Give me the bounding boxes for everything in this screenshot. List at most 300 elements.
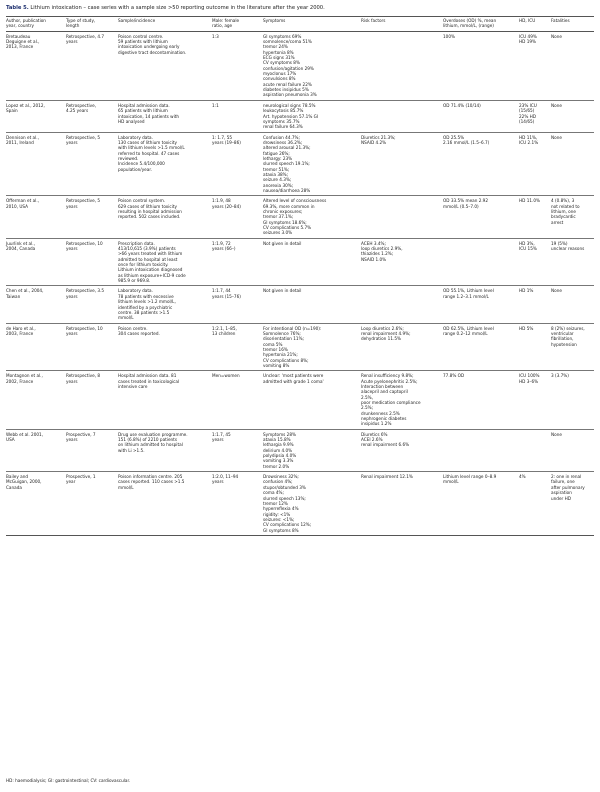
cell-line: years (66–) xyxy=(212,246,236,252)
column-header-line: Male: female xyxy=(212,18,240,23)
cell-fatal xyxy=(551,371,594,429)
cell-line: CV complications 8%; xyxy=(263,357,309,363)
cell-line: tremor 2.0% xyxy=(263,463,290,469)
cell-line: aspiration xyxy=(551,490,572,496)
cell-line: nephrogenic diabetes xyxy=(361,416,407,422)
cell-line: 4% xyxy=(519,474,526,480)
cell-line: Diuretics 6% xyxy=(361,431,388,437)
column-header-line: Symptoms xyxy=(263,18,286,23)
cell-line: tremor 37.1%; xyxy=(263,214,294,220)
cell-line: loop diuretics 2.9%, xyxy=(361,246,403,252)
cell-hd xyxy=(519,100,551,132)
cell-overdose xyxy=(443,429,519,471)
cell-line: 1:1.7, 44 xyxy=(212,288,231,294)
cell-line: drunkenness 2.5% xyxy=(361,410,400,416)
cell-overdose xyxy=(443,472,519,536)
cell-line: Webb et al. 2001, xyxy=(6,431,44,437)
cell-line: Prospective, 7 xyxy=(66,431,96,437)
cell-risk xyxy=(361,196,443,238)
cell-ratio xyxy=(212,323,263,371)
cell-line: convulsions 8% xyxy=(263,76,296,82)
cell-sample xyxy=(118,371,212,429)
cell-line: 4.25 years xyxy=(66,108,89,114)
cell-symptoms xyxy=(263,196,361,238)
table-footnote: HD: haemodialysis; GI: gastrointestinal; CV: cardiovascular. xyxy=(6,778,131,783)
cell-line: thiazides 1.2%; xyxy=(361,251,394,257)
cell-line: Bailey and xyxy=(6,474,29,480)
cell-line: 1:2.1, 1–85, xyxy=(212,325,237,331)
cell-line: ICU 15% xyxy=(519,246,537,252)
column-header-line: year, country xyxy=(6,23,35,29)
cell-symptoms xyxy=(263,323,361,371)
cell-line: Incidence 5.4/100,000 xyxy=(118,161,165,167)
cell-overdose xyxy=(443,371,519,429)
cell-line: years xyxy=(66,293,78,299)
cell-line: under HD xyxy=(551,495,571,501)
cell-line: disorientation 11%; xyxy=(263,336,304,342)
cell-line: 151 (6.8%) of 2210 patients xyxy=(118,437,177,443)
cell-type xyxy=(66,323,118,371)
cell-line: poor medication compliance xyxy=(361,400,421,405)
cell-line: Not given in detail xyxy=(263,240,302,246)
cell-line: cases reported. 110 cases >1.5 xyxy=(118,479,185,485)
column-header xyxy=(66,17,118,32)
cell-line: 100% xyxy=(443,33,455,39)
cell-line: mmol/L xyxy=(118,315,134,321)
table-row xyxy=(6,371,594,429)
cell-line: seizures: <1%; xyxy=(263,516,295,522)
cell-line: 629 cases of lithium toxicity xyxy=(118,203,177,209)
column-header-line: Sample/incidence xyxy=(118,18,156,23)
cell-line: Laboratory data. xyxy=(118,134,153,140)
cell-line: 1:1.7, 45 xyxy=(212,431,231,437)
cell-risk xyxy=(361,472,443,536)
cell-line: USA xyxy=(6,437,15,443)
cell-line: years xyxy=(66,378,78,384)
cell-line: mmol/L xyxy=(443,479,459,485)
cell-line: Bretaudeau xyxy=(6,33,31,39)
column-header-line: Fatalities xyxy=(551,18,570,23)
cell-line: 2.5%; xyxy=(361,405,374,411)
cell-hd xyxy=(519,286,551,323)
table-row xyxy=(6,286,594,323)
cell-ratio xyxy=(212,429,263,471)
cell-line: hypertonia 21%; xyxy=(263,352,298,358)
cell-hd xyxy=(519,238,551,286)
cell-line: years xyxy=(212,437,224,443)
cell-line: ECG signs 31% xyxy=(263,55,295,61)
cell-line: Lithium intoxication diagnosed xyxy=(118,267,183,273)
cell-line: None xyxy=(551,288,562,294)
cell-ratio xyxy=(212,371,263,429)
cell-line: lithium levels >1.2 mmol/L, xyxy=(118,299,176,305)
cell-hd xyxy=(519,31,551,100)
cell-line: HD 19% xyxy=(519,39,537,45)
cell-fatal xyxy=(551,238,594,286)
cell-symptoms xyxy=(263,238,361,286)
cell-risk xyxy=(361,323,443,371)
cell-line: Acute pyelonephritis 2.5%; xyxy=(361,378,418,384)
cell-line: aspiration pneumonia 3% xyxy=(263,92,317,98)
cell-line: Prescription data. xyxy=(118,240,155,246)
cell-sample xyxy=(118,323,212,371)
cell-line: tremor 12% xyxy=(263,500,288,506)
cell-line: tremor 51%; xyxy=(263,166,290,172)
cell-line: altered arousal 21.3%; xyxy=(263,145,311,151)
table-row xyxy=(6,472,594,536)
cell-line: For intentional OD (n=190): xyxy=(263,325,322,331)
cell-line: centre. 38 patients >1.5 xyxy=(118,309,170,315)
cell-line: diabetes insipidus 5% xyxy=(263,87,309,93)
cell-line: stupor/obtunded 3% xyxy=(263,484,306,490)
cell-line: Chen et al., 2004, xyxy=(6,288,44,294)
cell-line: 413/10,615 (3.9%) patients xyxy=(118,246,176,252)
cell-line: acute renal failure 22% xyxy=(263,81,312,87)
cell-line: 4 (0.8%), 3 xyxy=(551,198,575,204)
cell-line: leukocytosis 85.7% xyxy=(263,108,304,114)
cell-line: 13 children xyxy=(212,330,236,336)
cell-line: None xyxy=(551,431,562,437)
cell-line: CV complications 12%; xyxy=(263,522,312,528)
cell-line: HD 11.0% xyxy=(519,198,541,204)
cell-line: 1:1.9, 48 xyxy=(212,198,231,204)
table-row xyxy=(6,132,594,196)
cell-overdose xyxy=(443,238,519,286)
cell-line: GI symptoms 8% xyxy=(263,527,299,533)
cell-type xyxy=(66,472,118,536)
cell-line: confusion/agitation 29% xyxy=(263,65,314,71)
cell-overdose xyxy=(443,132,519,196)
cell-line: bradycardic xyxy=(551,214,576,220)
cell-hd xyxy=(519,371,551,429)
cell-line: years xyxy=(66,39,78,45)
cell-hd xyxy=(519,472,551,536)
cell-type xyxy=(66,286,118,323)
cell-line: polydipsia 4.0% xyxy=(263,453,297,459)
column-header xyxy=(6,17,66,32)
cell-line: myoclonus 17% xyxy=(263,71,297,77)
cell-line: Retrospective, xyxy=(66,102,97,108)
cell-line: (14/65) xyxy=(519,118,535,124)
cell-line: digestive tract decontamination. xyxy=(118,49,187,55)
cell-line: de Haro et al., xyxy=(6,325,36,331)
cell-line: 78 patients with excessive xyxy=(118,293,174,299)
column-header xyxy=(212,17,263,32)
cell-line: renal failure 64.3% xyxy=(263,124,303,130)
cell-overdose xyxy=(443,286,519,323)
cell-line: slurred speech 13%; xyxy=(263,495,306,501)
lithium-intoxication-table xyxy=(6,16,594,536)
cell-line: Retrospective, 8 xyxy=(66,373,101,379)
table-body xyxy=(6,31,594,535)
cell-line: years xyxy=(66,330,78,336)
cell-line: Interaction between xyxy=(361,383,404,389)
cell-line: 2011, Ireland xyxy=(6,139,34,145)
column-header-line: length xyxy=(66,23,80,29)
cell-line: renal impairment 4.9%; xyxy=(361,330,411,336)
cell-line: Men=women xyxy=(212,373,240,379)
cell-line: 985.9 or 969.8. xyxy=(118,278,151,284)
cell-type xyxy=(66,196,118,238)
cell-line: NSAID 4.2% xyxy=(361,139,387,145)
cell-author xyxy=(6,31,66,100)
cell-line: 19 (5%) xyxy=(551,240,568,246)
cell-line: intensive care xyxy=(118,383,148,389)
cell-line: referred to hospital. 47 cases xyxy=(118,150,180,156)
cell-line: years xyxy=(212,479,224,485)
cell-line: ACEI 2.6% xyxy=(361,437,383,443)
cell-line: 1: 1.7, 55 xyxy=(212,134,233,140)
cell-line: confusion 4%; xyxy=(263,479,293,485)
cell-hd xyxy=(519,323,551,371)
table-row xyxy=(6,429,594,471)
cell-line: 2: one in renal xyxy=(551,474,582,480)
cell-line: range 1.2–3.1 mmol/L xyxy=(443,293,489,299)
cell-line: arrest xyxy=(551,219,564,225)
cell-line: ventricular xyxy=(551,330,574,336)
cell-risk xyxy=(361,238,443,286)
cell-line: GI symptoms 18.6%; xyxy=(263,219,307,225)
cell-line: tremor 24% xyxy=(263,44,288,50)
cell-line: HD 5% xyxy=(519,325,534,331)
cell-line: Dennison et al., xyxy=(6,134,39,140)
cell-line: vomiting 3.3% xyxy=(263,458,294,464)
cell-line: Renal insufficiency 9.8%; xyxy=(361,373,414,379)
cell-line: (15/65) xyxy=(519,108,535,114)
cell-line: years (19–86) xyxy=(212,139,241,145)
cell-overdose xyxy=(443,31,519,100)
cell-line: 59 patients with lithium xyxy=(118,39,168,45)
cell-line: HD 11%, xyxy=(519,134,538,140)
table-row xyxy=(6,196,594,238)
cell-hd xyxy=(519,132,551,196)
cell-line: OD 55.1%, Lithium level xyxy=(443,288,494,294)
column-header-line: ratio, age xyxy=(212,23,233,29)
cell-line: McGuigan, 2000, xyxy=(6,479,42,485)
cell-symptoms xyxy=(263,286,361,323)
cell-line: 69.3%, more common in xyxy=(263,203,315,209)
cell-line: resulting in hospital admission xyxy=(118,209,182,214)
cell-sample xyxy=(118,286,212,323)
cell-line: HD 3–6% xyxy=(519,378,539,384)
cell-line: intoxication, 14 patients with xyxy=(118,113,180,119)
cell-symptoms xyxy=(263,132,361,196)
cell-line: None xyxy=(551,102,562,108)
cell-line: Retrospective, 10 xyxy=(66,325,103,331)
cell-line: Offerman et al., xyxy=(6,198,39,204)
cell-line: Poison centre. xyxy=(118,325,148,331)
cell-line: years xyxy=(66,246,78,252)
cell-fatal xyxy=(551,100,594,132)
cell-line: 2002, France xyxy=(6,378,34,384)
cell-line: Renal impairment 12.1% xyxy=(361,474,413,480)
cell-symptoms xyxy=(263,100,361,132)
cell-line: 2010, USA xyxy=(6,203,28,209)
cell-line: Poison control system. xyxy=(118,198,166,204)
cell-line: OD 62.5%, Lithium level xyxy=(443,325,494,331)
cell-line: Canada xyxy=(6,484,22,490)
column-header-line: Overdoses (OD) %, mean xyxy=(443,18,497,23)
column-header xyxy=(361,17,443,32)
cell-line: None xyxy=(551,134,562,140)
cell-line: 1:3 xyxy=(212,33,219,39)
cell-line: 2.16 mmol/L (1.5–6.7) xyxy=(443,139,490,145)
cell-author xyxy=(6,472,66,536)
cell-line: population/year. xyxy=(118,166,152,172)
cell-line: 22% HD xyxy=(519,113,537,119)
cell-fatal xyxy=(551,31,594,100)
cell-ratio xyxy=(212,196,263,238)
cell-line: Not given in detail xyxy=(263,288,302,294)
cell-line: hyperreflexia 4% xyxy=(263,506,299,512)
cell-line: years xyxy=(66,203,78,209)
cell-line: mmol/L (0.5–7.0) xyxy=(443,203,479,209)
table-row xyxy=(6,100,594,132)
cell-line: Lopez et al., 2012, xyxy=(6,102,45,108)
cell-line: Drowsiness 32%; xyxy=(263,474,299,480)
cell-line: vomiting 8% xyxy=(263,362,290,368)
cell-line: Somnolence 76%; xyxy=(263,330,301,336)
cell-sample xyxy=(118,132,212,196)
cell-line: Poison control centre. xyxy=(118,33,164,39)
cell-line: Retrospective, 3.5 xyxy=(66,288,105,294)
cell-line: hypotension xyxy=(551,341,577,347)
column-header xyxy=(118,17,212,32)
table-caption xyxy=(6,5,325,12)
cell-line: ICU 2.1% xyxy=(519,139,539,145)
cell-fatal xyxy=(551,286,594,323)
cell-line: 77.8% OD xyxy=(443,373,465,379)
cell-line: lethargy: 23% xyxy=(263,155,293,161)
cell-sample xyxy=(118,238,212,286)
cell-line: Drug use evaluation programme. xyxy=(118,431,188,437)
cell-type xyxy=(66,371,118,429)
cell-line: Diuretics 21.3%; xyxy=(361,134,396,140)
cell-line: NSAID 1.0% xyxy=(361,256,387,262)
table-row xyxy=(6,323,594,371)
cell-fatal xyxy=(551,132,594,196)
cell-line: 2013, France xyxy=(6,44,34,50)
cell-line: HD 3%, xyxy=(519,240,535,246)
cell-line: ACEH 3.4%; xyxy=(361,240,386,246)
column-header xyxy=(263,17,361,32)
cell-line: anorexia 30%; xyxy=(263,182,294,188)
cell-line: reviewed. xyxy=(118,155,139,161)
cell-line: after pulmonary xyxy=(551,484,585,490)
cell-line: years xyxy=(66,437,78,443)
cell-author xyxy=(6,132,66,196)
cell-line: OD 33.5% mean 2.92 xyxy=(443,198,489,204)
cell-author xyxy=(6,196,66,238)
cell-risk xyxy=(361,100,443,132)
cell-type xyxy=(66,132,118,196)
cell-line: Retrospective, 5 xyxy=(66,198,101,204)
cell-risk xyxy=(361,429,443,471)
cell-line: neurological signs 78.5% xyxy=(263,102,316,108)
cell-line: as lithium exposure+ICD-9 code xyxy=(118,272,186,278)
table-caption-text: Lithium intoxication – case series with a sample size >50 reporting outcome in the literature after the year 2000. xyxy=(30,5,325,11)
column-header xyxy=(519,17,551,32)
cell-line: OD 25.5% xyxy=(443,134,465,140)
cell-ratio xyxy=(212,472,263,536)
cell-line: 1:1.9, 72 xyxy=(212,240,231,246)
cell-line: on lithium admitted to hospital xyxy=(118,442,183,448)
cell-line: insipidus 1.2% xyxy=(361,421,392,427)
cell-line: Symptoms 28% xyxy=(263,431,296,437)
cell-line: not related to xyxy=(551,203,580,209)
cell-risk xyxy=(361,286,443,323)
cell-symptoms xyxy=(263,31,361,100)
cell-author xyxy=(6,323,66,371)
cell-line: Hospital admission data. 81 xyxy=(118,373,177,379)
cell-line: None xyxy=(551,33,562,39)
cell-hd xyxy=(519,196,551,238)
cell-line: Prospective, 1 xyxy=(66,474,96,480)
cell-line: dehydration 11.5% xyxy=(361,336,401,342)
cell-author xyxy=(6,286,66,323)
cell-line: rigidity: <1% xyxy=(263,511,291,517)
cell-line: with Li >1.5. xyxy=(118,447,145,453)
cell-line: 2.5%, xyxy=(361,394,373,400)
cell-line: slurred speech 19.1%; xyxy=(263,161,310,167)
table-header-row xyxy=(6,17,594,32)
column-header-line: HD, ICU xyxy=(519,18,536,23)
column-header-line: Risk factors xyxy=(361,18,386,23)
cell-fatal xyxy=(551,323,594,371)
cell-sample xyxy=(118,196,212,238)
cell-line: Art. hypotension 57.1% GI xyxy=(263,113,319,119)
cell-line: ataxia 38%; xyxy=(263,171,289,177)
cell-line: once for lithium toxicity. xyxy=(118,262,169,268)
cell-symptoms xyxy=(263,371,361,429)
cell-line: 2004, Canada xyxy=(6,246,36,252)
cell-type xyxy=(66,429,118,471)
cell-line: coma 5% xyxy=(263,341,283,347)
cell-line: 1:1 xyxy=(212,102,219,108)
cell-line: seizures 3.0% xyxy=(263,230,293,236)
cell-line: 304 cases reported. xyxy=(118,330,160,336)
cell-line: years xyxy=(66,139,78,145)
table-row xyxy=(6,31,594,100)
cell-line: Retrospective, 4.7 xyxy=(66,33,105,39)
cell-line: Confusion 44.7%; xyxy=(263,134,300,140)
cell-line: reported. 502 cases included. xyxy=(118,214,181,220)
cell-line: lethargia 9.9% xyxy=(263,442,294,448)
cell-line: Lithium level range 0–8.9 xyxy=(443,474,497,480)
cell-line: 2003, France xyxy=(6,330,34,336)
cell-line: fatigue 26%; xyxy=(263,150,290,156)
cell-line: >66 years treated with lithium xyxy=(118,251,183,257)
cell-line: delirium 4.0% xyxy=(263,447,293,453)
cell-overdose xyxy=(443,196,519,238)
cell-line: unclear reasons xyxy=(551,246,585,252)
cell-line: failure, one xyxy=(551,479,575,485)
cell-fatal xyxy=(551,472,594,536)
cell-line: with lithium levels >1.5 mmol/L xyxy=(118,145,185,151)
cell-line: identified by a psychiatric xyxy=(118,304,173,310)
cell-line: fibrillation, xyxy=(551,336,574,342)
column-header-line: Type of study, xyxy=(66,18,96,23)
cell-type xyxy=(66,100,118,132)
cell-line: Retrospective, 5 xyxy=(66,134,101,140)
cell-line: Taiwan xyxy=(6,293,21,299)
cell-line: CV symptoms 8% xyxy=(263,60,300,66)
cell-line: ICU 49% xyxy=(519,33,537,39)
cell-line: HD analysed xyxy=(118,118,145,124)
cell-ratio xyxy=(212,238,263,286)
cell-sample xyxy=(118,31,212,100)
cell-line: Altered level of consciousness xyxy=(263,198,327,204)
